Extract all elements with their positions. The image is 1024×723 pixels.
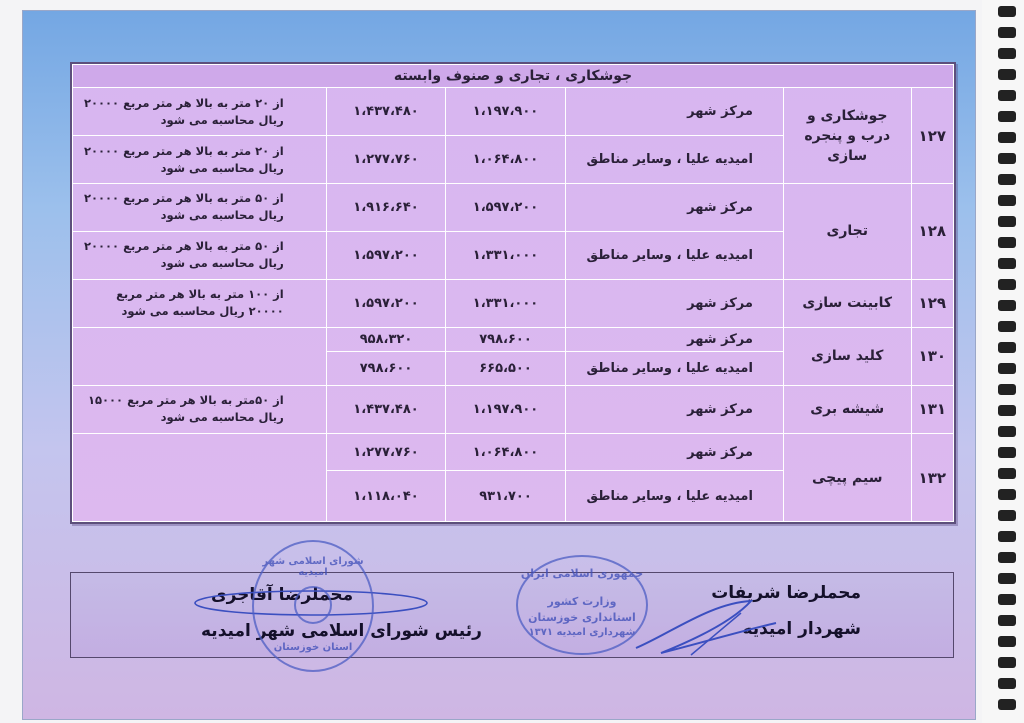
stamp-text-bottom: شهرداری امیدیه ۱۳۷۱ (528, 627, 636, 638)
mayor-title: شهردار امیدیه (742, 619, 861, 639)
category-cell: شیشه بری (783, 385, 911, 434)
tariff-table (72, 64, 954, 522)
value-cell: ۱،۳۳۱،۰۰۰ (446, 231, 566, 279)
emblem-icon (294, 586, 332, 624)
table-title: جوشکاری ، تجاری و صنوف وابسته (73, 65, 954, 88)
binding-hole (998, 132, 1016, 143)
value-cell: ۱،۲۷۷،۷۶۰ (326, 136, 446, 184)
area-cell: مرکز شهر (565, 184, 783, 232)
note-cell (73, 327, 327, 385)
stamp-text-top: شورای اسلامی شهر امیدیه (262, 556, 364, 578)
value-cell: ۱،۹۱۶،۶۴۰ (326, 184, 446, 232)
table-row (73, 184, 954, 232)
row-number: ۱۳۱ (911, 385, 953, 434)
binding-hole (998, 111, 1016, 122)
area-cell: امیدیه علیا ، وسایر مناطق (565, 351, 783, 385)
category-cell: جوشکاری و درب و پنجره سازی (783, 88, 911, 184)
row-number: ۱۲۸ (911, 184, 953, 280)
binding-hole (998, 594, 1016, 605)
binding-hole (998, 195, 1016, 206)
note-cell: از ۵۰متر به بالا هر متر مربع ۱۵۰۰۰ ریال محاسبه می شود (73, 385, 327, 434)
area-cell: مرکز شهر (565, 88, 783, 136)
value-cell: ۱،۵۹۷،۲۰۰ (326, 279, 446, 327)
binding-hole (998, 216, 1016, 227)
note-cell: از ۱۰۰ متر به بالا هر متر مربع ۲۰۰۰۰ ریال محاسبه می شود (73, 279, 327, 327)
ministry-stamp (516, 555, 648, 655)
mayor-signature (631, 593, 781, 663)
spiral-binding (982, 0, 1024, 723)
binding-hole (998, 489, 1016, 500)
value-cell: ۱،۰۶۴،۸۰۰ (446, 434, 566, 471)
mayor-name: محملرضا شریفات (711, 583, 861, 603)
area-cell: امیدیه علیا ، وسایر مناطق (565, 231, 783, 279)
binding-hole (998, 174, 1016, 185)
category-cell: سیم پیچی (783, 434, 911, 522)
binding-hole (998, 384, 1016, 395)
value-cell: ۹۳۱،۷۰۰ (446, 471, 566, 522)
value-cell: ۷۹۸،۶۰۰ (446, 327, 566, 351)
signature-box (70, 572, 954, 658)
binding-hole (998, 573, 1016, 584)
value-cell: ۱،۱۹۷،۹۰۰ (446, 385, 566, 434)
council-head-name: محملرضا آقاجری (211, 585, 354, 605)
table-row (73, 88, 954, 136)
binding-hole (998, 657, 1016, 668)
table-row (73, 385, 954, 434)
value-cell: ۱،۳۳۱،۰۰۰ (446, 279, 566, 327)
row-number: ۱۳۲ (911, 434, 953, 522)
value-cell: ۱،۵۹۷،۲۰۰ (446, 184, 566, 232)
table-row (73, 434, 954, 471)
row-number: ۱۲۷ (911, 88, 953, 184)
note-cell: از ۲۰ متر به بالا هر متر مربع ۲۰۰۰۰ ریال محاسبه می شود (73, 88, 327, 136)
binding-hole (998, 552, 1016, 563)
binding-hole (998, 531, 1016, 542)
value-cell: ۹۵۸،۳۲۰ (326, 327, 446, 351)
tariff-table-container (70, 62, 956, 524)
area-cell: امیدیه علیا ، وسایر مناطق (565, 471, 783, 522)
binding-hole (998, 258, 1016, 269)
council-stamp (252, 540, 374, 672)
binding-hole (998, 237, 1016, 248)
value-cell: ۱،۴۳۷،۴۸۰ (326, 88, 446, 136)
binding-hole (998, 69, 1016, 80)
area-cell: مرکز شهر (565, 279, 783, 327)
value-cell: ۱،۱۱۸،۰۴۰ (326, 471, 446, 522)
value-cell: ۱،۴۳۷،۴۸۰ (326, 385, 446, 434)
value-cell: ۶۶۵،۵۰۰ (446, 351, 566, 385)
value-cell: ۱،۱۹۷،۹۰۰ (446, 88, 566, 136)
row-number: ۱۲۹ (911, 279, 953, 327)
binding-hole (998, 405, 1016, 416)
stamp-text-top: جمهوری اسلامی ایران (520, 567, 644, 580)
area-cell: امیدیه علیا ، وسایر مناطق (565, 136, 783, 184)
binding-hole (998, 699, 1016, 710)
binding-hole (998, 510, 1016, 521)
note-cell: از ۵۰ متر به بالا هر متر مربع ۲۰۰۰۰ ریال محاسبه می شود (73, 184, 327, 232)
note-cell (73, 434, 327, 522)
binding-hole (998, 678, 1016, 689)
note-cell: از ۵۰ متر به بالا هر متر مربع ۲۰۰۰۰ ریال محاسبه می شود (73, 231, 327, 279)
binding-hole (998, 321, 1016, 332)
binding-hole (998, 426, 1016, 437)
binding-hole (998, 342, 1016, 353)
binding-hole (998, 615, 1016, 626)
binding-hole (998, 363, 1016, 374)
area-cell: مرکز شهر (565, 385, 783, 434)
binding-hole (998, 447, 1016, 458)
category-cell: تجاری (783, 184, 911, 280)
table-row (73, 327, 954, 351)
binding-hole (998, 48, 1016, 59)
row-number: ۱۳۰ (911, 327, 953, 385)
value-cell: ۱،۰۶۴،۸۰۰ (446, 136, 566, 184)
stamp-text-bottom: استان خوزستان (273, 642, 353, 653)
binding-hole (998, 27, 1016, 38)
category-cell: کابینت سازی (783, 279, 911, 327)
category-cell: کلید سازی (783, 327, 911, 385)
value-cell: ۱،۵۹۷،۲۰۰ (326, 231, 446, 279)
stamp-text-mid: وزارت کشور (547, 595, 617, 608)
council-head-title: رئیس شورای اسلامی شهر امیدیه (201, 621, 482, 641)
table-row (73, 279, 954, 327)
binding-hole (998, 300, 1016, 311)
binding-hole (998, 153, 1016, 164)
area-cell: مرکز شهر (565, 327, 783, 351)
binding-hole (998, 6, 1016, 17)
binding-hole (998, 90, 1016, 101)
binding-hole (998, 279, 1016, 290)
binding-hole (998, 636, 1016, 647)
stamp-text-line: استانداری خوزستان (528, 611, 636, 624)
value-cell: ۱،۲۷۷،۷۶۰ (326, 434, 446, 471)
note-cell: از ۲۰ متر به بالا هر متر مربع ۲۰۰۰۰ ریال محاسبه می شود (73, 136, 327, 184)
value-cell: ۷۹۸،۶۰۰ (326, 351, 446, 385)
binding-hole (998, 468, 1016, 479)
area-cell: مرکز شهر (565, 434, 783, 471)
